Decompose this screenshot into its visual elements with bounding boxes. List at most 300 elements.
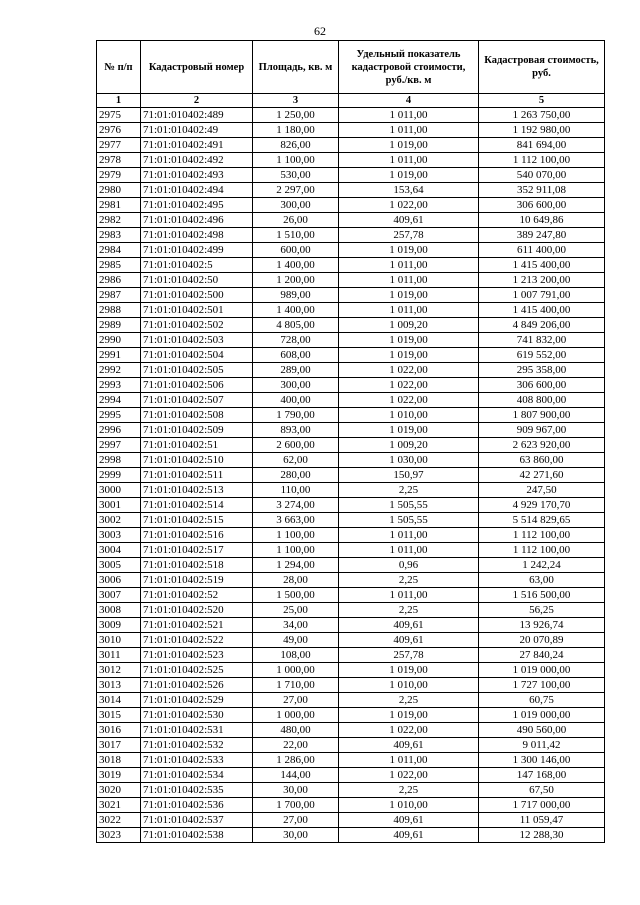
cell-area: 4 805,00 — [253, 318, 339, 333]
table-row — [97, 573, 605, 588]
cell-specific-value: 1 011,00 — [339, 273, 479, 288]
cell-specific-value: 1 019,00 — [339, 663, 479, 678]
cell-row-number: 2985 — [97, 258, 141, 273]
cell-cadastral-value: 1 192 980,00 — [479, 123, 605, 138]
cell-specific-value: 409,61 — [339, 213, 479, 228]
cell-cadastral-value: 1 112 100,00 — [479, 528, 605, 543]
table-row — [97, 633, 605, 648]
cell-area: 1 286,00 — [253, 753, 339, 768]
cell-specific-value: 2,25 — [339, 603, 479, 618]
cell-cadastral-value: 352 911,08 — [479, 183, 605, 198]
cell-specific-value: 409,61 — [339, 618, 479, 633]
cell-area: 27,00 — [253, 813, 339, 828]
cell-cadastral-value: 1 300 146,00 — [479, 753, 605, 768]
cell-row-number: 3007 — [97, 588, 141, 603]
table-row — [97, 663, 605, 678]
cell-specific-value: 1 010,00 — [339, 408, 479, 423]
cell-area: 1 294,00 — [253, 558, 339, 573]
cell-area: 289,00 — [253, 363, 339, 378]
cell-specific-value: 1 011,00 — [339, 753, 479, 768]
cell-cadastral-value: 1 807 900,00 — [479, 408, 605, 423]
cell-row-number: 3003 — [97, 528, 141, 543]
cell-area: 1 200,00 — [253, 273, 339, 288]
cell-cadastral-number: 71:01:010402:493 — [141, 168, 253, 183]
cell-row-number: 3008 — [97, 603, 141, 618]
cell-cadastral-number: 71:01:010402:498 — [141, 228, 253, 243]
table-row — [97, 168, 605, 183]
cell-cadastral-value: 11 059,47 — [479, 813, 605, 828]
cell-row-number: 3014 — [97, 693, 141, 708]
cell-cadastral-number: 71:01:010402:499 — [141, 243, 253, 258]
cell-row-number: 2990 — [97, 333, 141, 348]
cell-cadastral-value: 1 727 100,00 — [479, 678, 605, 693]
table-row — [97, 648, 605, 663]
table-row — [97, 153, 605, 168]
table-row — [97, 753, 605, 768]
cell-specific-value: 1 022,00 — [339, 378, 479, 393]
cell-row-number: 3018 — [97, 753, 141, 768]
cell-row-number: 3004 — [97, 543, 141, 558]
cell-cadastral-number: 71:01:010402:533 — [141, 753, 253, 768]
cell-cadastral-value: 13 926,74 — [479, 618, 605, 633]
cell-row-number: 2986 — [97, 273, 141, 288]
cell-row-number: 2994 — [97, 393, 141, 408]
cell-cadastral-value: 841 694,00 — [479, 138, 605, 153]
cadastral-value-table — [96, 40, 605, 843]
table-row — [97, 393, 605, 408]
table-row — [97, 813, 605, 828]
cell-specific-value: 1 011,00 — [339, 258, 479, 273]
cell-cadastral-number: 71:01:010402:532 — [141, 738, 253, 753]
cell-cadastral-value: 408 800,00 — [479, 393, 605, 408]
table-row — [97, 258, 605, 273]
table-row — [97, 483, 605, 498]
cell-specific-value: 1 022,00 — [339, 768, 479, 783]
table-row — [97, 498, 605, 513]
cell-area: 108,00 — [253, 648, 339, 663]
table-row — [97, 288, 605, 303]
cell-specific-value: 1 019,00 — [339, 423, 479, 438]
cell-cadastral-number: 71:01:010402:494 — [141, 183, 253, 198]
cell-specific-value: 1 011,00 — [339, 153, 479, 168]
table-header-row — [97, 41, 605, 94]
cell-specific-value: 1 019,00 — [339, 138, 479, 153]
cell-row-number: 3001 — [97, 498, 141, 513]
cell-cadastral-value: 1 019 000,00 — [479, 708, 605, 723]
cell-area: 1 790,00 — [253, 408, 339, 423]
table-row — [97, 183, 605, 198]
cell-cadastral-number: 71:01:010402:508 — [141, 408, 253, 423]
cell-cadastral-value: 619 552,00 — [479, 348, 605, 363]
cell-area: 3 274,00 — [253, 498, 339, 513]
table-row — [97, 798, 605, 813]
cell-row-number: 3019 — [97, 768, 141, 783]
cell-cadastral-value: 27 840,24 — [479, 648, 605, 663]
cell-area: 62,00 — [253, 453, 339, 468]
cell-cadastral-number: 71:01:010402:506 — [141, 378, 253, 393]
cell-cadastral-number: 71:01:010402:521 — [141, 618, 253, 633]
cell-specific-value: 1 022,00 — [339, 393, 479, 408]
cell-cadastral-number: 71:01:010402:502 — [141, 318, 253, 333]
cell-cadastral-value: 389 247,80 — [479, 228, 605, 243]
cell-specific-value: 1 019,00 — [339, 348, 479, 363]
cell-area: 1 400,00 — [253, 258, 339, 273]
header-row-number: № п/п — [97, 41, 141, 94]
cell-area: 34,00 — [253, 618, 339, 633]
cell-specific-value: 1 030,00 — [339, 453, 479, 468]
table-row — [97, 708, 605, 723]
cell-cadastral-number: 71:01:010402:513 — [141, 483, 253, 498]
cell-cadastral-value: 490 560,00 — [479, 723, 605, 738]
cell-specific-value: 1 011,00 — [339, 123, 479, 138]
cell-area: 30,00 — [253, 828, 339, 843]
cell-cadastral-value: 1 242,24 — [479, 558, 605, 573]
cell-row-number: 2982 — [97, 213, 141, 228]
cell-area: 1 510,00 — [253, 228, 339, 243]
cell-row-number: 2980 — [97, 183, 141, 198]
cell-area: 530,00 — [253, 168, 339, 183]
cell-area: 1 400,00 — [253, 303, 339, 318]
cell-specific-value: 150,97 — [339, 468, 479, 483]
cell-area: 893,00 — [253, 423, 339, 438]
cell-row-number: 2987 — [97, 288, 141, 303]
cell-cadastral-value: 60,75 — [479, 693, 605, 708]
cell-cadastral-value: 1 717 000,00 — [479, 798, 605, 813]
table-row — [97, 318, 605, 333]
cell-cadastral-number: 71:01:010402:537 — [141, 813, 253, 828]
table-row — [97, 423, 605, 438]
cell-row-number: 3020 — [97, 783, 141, 798]
cell-row-number: 3012 — [97, 663, 141, 678]
cell-row-number: 2998 — [97, 453, 141, 468]
cell-row-number: 2984 — [97, 243, 141, 258]
cell-specific-value: 257,78 — [339, 648, 479, 663]
cell-cadastral-number: 71:01:010402:504 — [141, 348, 253, 363]
cell-area: 26,00 — [253, 213, 339, 228]
cell-cadastral-number: 71:01:010402:538 — [141, 828, 253, 843]
cell-row-number: 3016 — [97, 723, 141, 738]
cell-row-number: 2999 — [97, 468, 141, 483]
cell-cadastral-value: 306 600,00 — [479, 378, 605, 393]
cell-row-number: 3009 — [97, 618, 141, 633]
cell-cadastral-number: 71:01:010402:526 — [141, 678, 253, 693]
table-row — [97, 378, 605, 393]
cell-specific-value: 0,96 — [339, 558, 479, 573]
cell-cadastral-value: 1 263 750,00 — [479, 108, 605, 123]
cell-specific-value: 257,78 — [339, 228, 479, 243]
cell-cadastral-number: 71:01:010402:509 — [141, 423, 253, 438]
cell-cadastral-number: 71:01:010402:530 — [141, 708, 253, 723]
cell-cadastral-value: 10 649,86 — [479, 213, 605, 228]
cell-cadastral-value: 20 070,89 — [479, 633, 605, 648]
cell-area: 1 100,00 — [253, 528, 339, 543]
cell-area: 989,00 — [253, 288, 339, 303]
table-row — [97, 363, 605, 378]
cell-cadastral-value: 67,50 — [479, 783, 605, 798]
cell-row-number: 3023 — [97, 828, 141, 843]
table-row — [97, 243, 605, 258]
cell-area: 826,00 — [253, 138, 339, 153]
cell-specific-value: 1 019,00 — [339, 168, 479, 183]
cell-cadastral-number: 71:01:010402:516 — [141, 528, 253, 543]
cell-cadastral-value: 1 415 400,00 — [479, 303, 605, 318]
cell-cadastral-value: 63,00 — [479, 573, 605, 588]
cell-area: 1 000,00 — [253, 663, 339, 678]
cell-cadastral-number: 71:01:010402:520 — [141, 603, 253, 618]
cell-cadastral-number: 71:01:010402:511 — [141, 468, 253, 483]
cell-row-number: 2991 — [97, 348, 141, 363]
cell-cadastral-value: 247,50 — [479, 483, 605, 498]
cell-cadastral-number: 71:01:010402:505 — [141, 363, 253, 378]
cell-cadastral-number: 71:01:010402:522 — [141, 633, 253, 648]
cell-area: 1 180,00 — [253, 123, 339, 138]
cell-cadastral-number: 71:01:010402:536 — [141, 798, 253, 813]
cell-row-number: 2997 — [97, 438, 141, 453]
cell-specific-value: 1 505,55 — [339, 498, 479, 513]
table-row — [97, 468, 605, 483]
cell-cadastral-value: 147 168,00 — [479, 768, 605, 783]
cell-area: 28,00 — [253, 573, 339, 588]
cell-row-number: 3010 — [97, 633, 141, 648]
table-row — [97, 513, 605, 528]
cell-area: 1 100,00 — [253, 153, 339, 168]
cell-specific-value: 1 505,55 — [339, 513, 479, 528]
cell-cadastral-number: 71:01:010402:5 — [141, 258, 253, 273]
cell-area: 1 000,00 — [253, 708, 339, 723]
cell-row-number: 2983 — [97, 228, 141, 243]
cell-cadastral-value: 4 849 206,00 — [479, 318, 605, 333]
cell-area: 600,00 — [253, 243, 339, 258]
cell-row-number: 3015 — [97, 708, 141, 723]
cell-cadastral-number: 71:01:010402:529 — [141, 693, 253, 708]
cell-cadastral-number: 71:01:010402:531 — [141, 723, 253, 738]
cell-area: 1 500,00 — [253, 588, 339, 603]
cell-area: 144,00 — [253, 768, 339, 783]
table-row — [97, 693, 605, 708]
cell-cadastral-number: 71:01:010402:525 — [141, 663, 253, 678]
column-number: 4 — [339, 94, 479, 108]
table-row — [97, 828, 605, 843]
cell-row-number: 2988 — [97, 303, 141, 318]
cell-row-number: 3000 — [97, 483, 141, 498]
cell-specific-value: 1 019,00 — [339, 288, 479, 303]
cell-area: 400,00 — [253, 393, 339, 408]
cell-cadastral-number: 71:01:010402:514 — [141, 498, 253, 513]
cell-cadastral-value: 12 288,30 — [479, 828, 605, 843]
cell-cadastral-value: 2 623 920,00 — [479, 438, 605, 453]
table-row — [97, 453, 605, 468]
cell-cadastral-value: 1 112 100,00 — [479, 153, 605, 168]
cell-specific-value: 2,25 — [339, 783, 479, 798]
cell-specific-value: 2,25 — [339, 573, 479, 588]
cell-cadastral-value: 295 358,00 — [479, 363, 605, 378]
cell-row-number: 2992 — [97, 363, 141, 378]
cell-specific-value: 1 010,00 — [339, 678, 479, 693]
table-row — [97, 678, 605, 693]
table-row — [97, 228, 605, 243]
cell-cadastral-number: 71:01:010402:510 — [141, 453, 253, 468]
table-row — [97, 768, 605, 783]
cell-area: 110,00 — [253, 483, 339, 498]
cell-specific-value: 2,25 — [339, 483, 479, 498]
cell-row-number: 3021 — [97, 798, 141, 813]
column-number: 3 — [253, 94, 339, 108]
cell-cadastral-value: 9 011,42 — [479, 738, 605, 753]
cell-specific-value: 409,61 — [339, 828, 479, 843]
cell-cadastral-number: 71:01:010402:503 — [141, 333, 253, 348]
cell-area: 25,00 — [253, 603, 339, 618]
column-number-row — [97, 94, 605, 108]
cell-cadastral-number: 71:01:010402:492 — [141, 153, 253, 168]
cell-cadastral-value: 42 271,60 — [479, 468, 605, 483]
column-number: 1 — [97, 94, 141, 108]
table-row — [97, 273, 605, 288]
cell-specific-value: 409,61 — [339, 738, 479, 753]
table-row — [97, 438, 605, 453]
column-number: 5 — [479, 94, 605, 108]
table-row — [97, 348, 605, 363]
cell-row-number: 3013 — [97, 678, 141, 693]
cell-cadastral-value: 1 007 791,00 — [479, 288, 605, 303]
cell-area: 1 700,00 — [253, 798, 339, 813]
header-area: Площадь, кв. м — [253, 41, 339, 94]
table-row — [97, 138, 605, 153]
cell-area: 22,00 — [253, 738, 339, 753]
cell-area: 480,00 — [253, 723, 339, 738]
table-row — [97, 543, 605, 558]
cell-area: 30,00 — [253, 783, 339, 798]
cell-cadastral-value: 611 400,00 — [479, 243, 605, 258]
cell-cadastral-number: 71:01:010402:517 — [141, 543, 253, 558]
cell-row-number: 3002 — [97, 513, 141, 528]
cell-cadastral-number: 71:01:010402:491 — [141, 138, 253, 153]
cell-cadastral-value: 4 929 170,70 — [479, 498, 605, 513]
cell-area: 1 250,00 — [253, 108, 339, 123]
column-number: 2 — [141, 94, 253, 108]
cell-row-number: 2995 — [97, 408, 141, 423]
cell-cadastral-number: 71:01:010402:519 — [141, 573, 253, 588]
cell-specific-value: 1 011,00 — [339, 543, 479, 558]
cell-row-number: 2989 — [97, 318, 141, 333]
cell-area: 1 100,00 — [253, 543, 339, 558]
cell-area: 2 600,00 — [253, 438, 339, 453]
table-row — [97, 108, 605, 123]
cell-row-number: 2977 — [97, 138, 141, 153]
cell-cadastral-value: 1 516 500,00 — [479, 588, 605, 603]
cell-cadastral-number: 71:01:010402:501 — [141, 303, 253, 318]
cell-specific-value: 1 019,00 — [339, 333, 479, 348]
cell-row-number: 3006 — [97, 573, 141, 588]
cell-row-number: 3022 — [97, 813, 141, 828]
table-body — [97, 108, 605, 843]
cell-row-number: 2996 — [97, 423, 141, 438]
cell-specific-value: 153,64 — [339, 183, 479, 198]
cell-cadastral-number: 71:01:010402:496 — [141, 213, 253, 228]
cell-area: 3 663,00 — [253, 513, 339, 528]
cell-area: 280,00 — [253, 468, 339, 483]
cell-specific-value: 1 019,00 — [339, 243, 479, 258]
cell-cadastral-number: 71:01:010402:495 — [141, 198, 253, 213]
cell-specific-value: 1 022,00 — [339, 363, 479, 378]
cell-specific-value: 1 011,00 — [339, 303, 479, 318]
cell-row-number: 3011 — [97, 648, 141, 663]
cell-row-number: 2979 — [97, 168, 141, 183]
header-cadastral-number: Кадастровый номер — [141, 41, 253, 94]
cell-specific-value: 1 019,00 — [339, 708, 479, 723]
cell-specific-value: 1 011,00 — [339, 528, 479, 543]
cell-specific-value: 1 011,00 — [339, 108, 479, 123]
cell-specific-value: 1 010,00 — [339, 798, 479, 813]
cell-cadastral-value: 5 514 829,65 — [479, 513, 605, 528]
cell-cadastral-number: 71:01:010402:51 — [141, 438, 253, 453]
table-row — [97, 408, 605, 423]
cell-specific-value: 1 011,00 — [339, 588, 479, 603]
cell-cadastral-value: 1 213 200,00 — [479, 273, 605, 288]
table-row — [97, 123, 605, 138]
table-row — [97, 303, 605, 318]
table-row — [97, 528, 605, 543]
table-row — [97, 618, 605, 633]
cell-area: 1 710,00 — [253, 678, 339, 693]
cell-cadastral-number: 71:01:010402:50 — [141, 273, 253, 288]
cell-cadastral-number: 71:01:010402:49 — [141, 123, 253, 138]
cell-cadastral-number: 71:01:010402:52 — [141, 588, 253, 603]
cell-cadastral-value: 56,25 — [479, 603, 605, 618]
cell-row-number: 2976 — [97, 123, 141, 138]
table-row — [97, 213, 605, 228]
cell-row-number: 2981 — [97, 198, 141, 213]
cell-area: 49,00 — [253, 633, 339, 648]
cell-area: 2 297,00 — [253, 183, 339, 198]
cell-row-number: 2975 — [97, 108, 141, 123]
cell-area: 728,00 — [253, 333, 339, 348]
cell-cadastral-number: 71:01:010402:507 — [141, 393, 253, 408]
cell-specific-value: 1 009,20 — [339, 318, 479, 333]
table-row — [97, 558, 605, 573]
table-row — [97, 783, 605, 798]
cell-specific-value: 409,61 — [339, 813, 479, 828]
cell-specific-value: 1 009,20 — [339, 438, 479, 453]
cell-cadastral-value: 741 832,00 — [479, 333, 605, 348]
cell-specific-value: 2,25 — [339, 693, 479, 708]
table-row — [97, 603, 605, 618]
cell-cadastral-value: 1 415 400,00 — [479, 258, 605, 273]
cell-cadastral-number: 71:01:010402:518 — [141, 558, 253, 573]
cell-row-number: 2993 — [97, 378, 141, 393]
cell-cadastral-value: 63 860,00 — [479, 453, 605, 468]
table-row — [97, 198, 605, 213]
cell-area: 300,00 — [253, 198, 339, 213]
cell-area: 608,00 — [253, 348, 339, 363]
cell-cadastral-value: 1 019 000,00 — [479, 663, 605, 678]
header-specific-value: Удельный показатель кадастровой стоимости, руб./кв. м — [339, 41, 479, 94]
cell-area: 300,00 — [253, 378, 339, 393]
table-row — [97, 738, 605, 753]
cell-row-number: 3017 — [97, 738, 141, 753]
cell-cadastral-number: 71:01:010402:489 — [141, 108, 253, 123]
cell-area: 27,00 — [253, 693, 339, 708]
header-cadastral-value: Кадастровая стоимость, руб. — [479, 41, 605, 94]
cell-cadastral-value: 909 967,00 — [479, 423, 605, 438]
cell-row-number: 3005 — [97, 558, 141, 573]
cell-cadastral-value: 306 600,00 — [479, 198, 605, 213]
cell-cadastral-number: 71:01:010402:523 — [141, 648, 253, 663]
cell-cadastral-value: 1 112 100,00 — [479, 543, 605, 558]
cell-cadastral-value: 540 070,00 — [479, 168, 605, 183]
table-row — [97, 588, 605, 603]
cell-specific-value: 1 022,00 — [339, 723, 479, 738]
cell-row-number: 2978 — [97, 153, 141, 168]
